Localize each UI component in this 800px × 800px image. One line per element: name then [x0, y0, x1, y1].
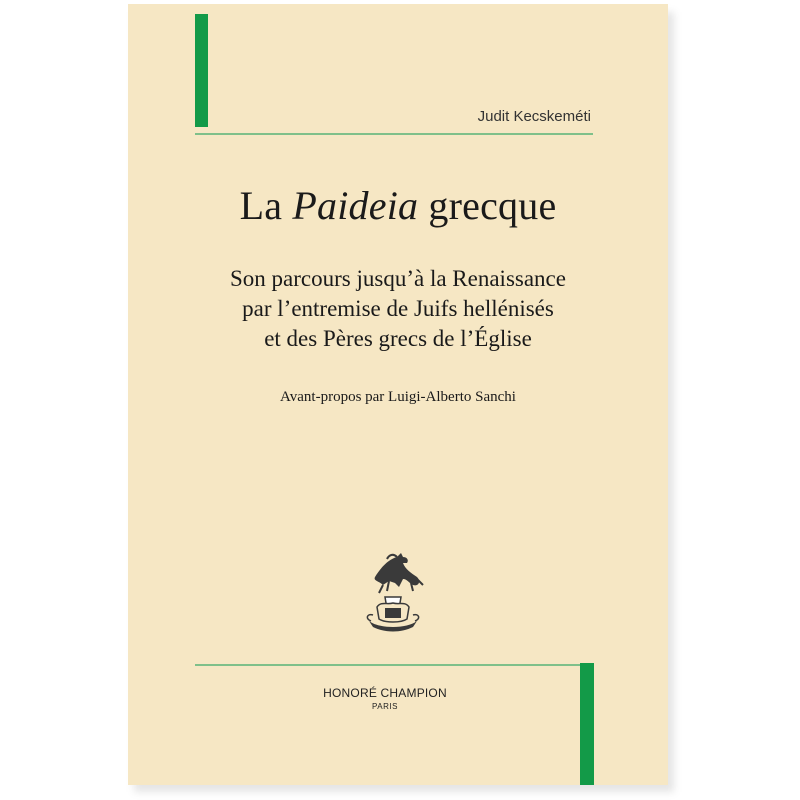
- title-italic: Paideia: [292, 183, 419, 228]
- title-part2: grecque: [418, 183, 557, 228]
- publisher-city: PARIS: [372, 702, 398, 711]
- foreword-credit: Avant-propos par Luigi-Alberto Sanchi: [280, 389, 516, 405]
- publisher-name: HONORÉ CHAMPION: [323, 686, 447, 700]
- book-subtitle: [128, 264, 668, 354]
- subtitle-line-1: Son parcours jusqu’à la Renaissance: [230, 266, 566, 291]
- divider-top: [195, 133, 593, 135]
- subtitle-line-2: par l’entremise de Juifs hellénisés: [242, 296, 554, 321]
- horse-emblem-icon: [353, 547, 433, 637]
- author-name: Judit Kecskeméti: [477, 108, 591, 125]
- book-title: [128, 182, 668, 229]
- title-part1: La: [239, 183, 293, 228]
- book-cover: [128, 4, 668, 785]
- subtitle-line-3: et des Pères grecs de l’Église: [264, 326, 532, 351]
- divider-bottom: [195, 664, 593, 666]
- green-accent-bar-bottom: [580, 663, 594, 785]
